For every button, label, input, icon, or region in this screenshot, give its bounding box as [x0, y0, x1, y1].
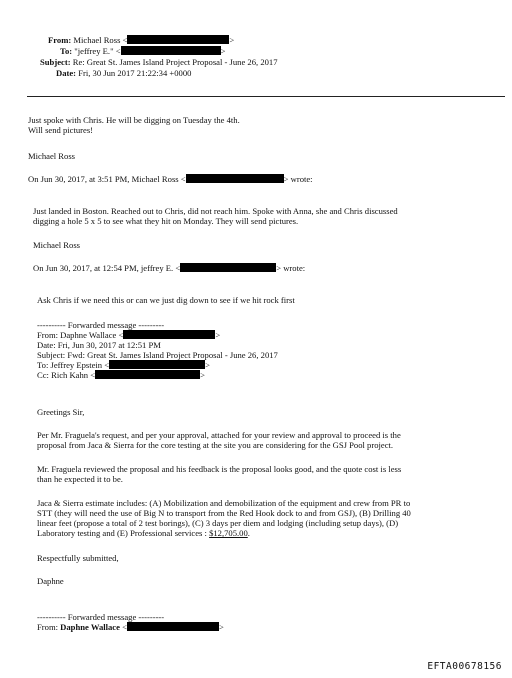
greeting: Greetings Sir, — [37, 407, 85, 417]
to-value: "jeffrey E." < — [74, 46, 121, 56]
para3-line-2: STT (they will need the use of Big N to transport from the Red Hook dock to and from GSJ), (B) Drilling 40 — [37, 508, 411, 518]
header-from: From: Michael Ross < > — [48, 35, 235, 45]
from-value: Michael Ross < — [73, 35, 128, 45]
redaction-bar — [180, 263, 276, 272]
para3-line-3: linear feet (propose a total of 2 test borings), (C) 3 days per diem and lodging (including setup days), (D) — [37, 518, 399, 528]
para1-line-1: Per Mr. Fraguela's request, and per your approval, attached for your review and approval to proceed is the — [37, 430, 401, 440]
redaction-bar — [127, 35, 229, 44]
document-id: EFTA00678156 — [427, 661, 502, 672]
from-label: From: — [48, 35, 72, 45]
redaction-bar — [127, 622, 219, 631]
closing: Respectfully submitted, — [37, 553, 119, 563]
subject-value: Re: Great St. James Island Project Proposal - June 26, 2017 — [72, 57, 278, 67]
subject-label: Subject: — [40, 57, 71, 67]
forwarded-separator-1: ---------- Forwarded message --------- — [37, 320, 165, 330]
fwd1-to: To: Jeffrey Epstein < > — [37, 360, 210, 370]
para2-line-2: than he expected it to be. — [37, 474, 123, 484]
signature-1: Michael Ross — [28, 151, 76, 161]
fwd2-from-name: Daphne Wallace — [60, 622, 120, 632]
fwd1-date: Date: Fri, Jun 30, 2017 at 12:51 PM — [37, 340, 161, 350]
fwd2-from: From: Daphne Wallace < > — [37, 622, 224, 632]
redaction-bar — [123, 330, 215, 339]
redaction-bar — [186, 174, 284, 183]
fwd1-subject: Subject: Fwd: Great St. James Island Project Proposal - June 26, 2017 — [37, 350, 278, 360]
fwd1-from: From: Daphne Wallace < > — [37, 330, 221, 340]
cost-amount: $12,705.00 — [209, 528, 248, 538]
header-divider — [27, 96, 505, 97]
para1-line-2: proposal from Jaca & Sierra for the core testing at the site you are considering for the GSJ Pool project. — [37, 440, 394, 450]
ask-line: Ask Chris if we need this or can we just dig down to see if we hit rock first — [37, 295, 295, 305]
signature-2: Michael Ross — [33, 240, 81, 250]
para3-line-4: Laboratory testing and (E) Professional services : $12,705.00. — [37, 528, 250, 538]
header-to: To: "jeffrey E." < > — [60, 46, 226, 56]
to-label: To: — [60, 46, 73, 56]
redaction-bar — [121, 46, 221, 55]
date-label: Date: — [56, 68, 77, 78]
reply-line-1: Just spoke with Chris. He will be digging on Tuesday the 4th. — [28, 115, 240, 125]
header-subject — [40, 57, 278, 67]
header-date — [56, 68, 191, 78]
reply-line-2: Will send pictures! — [28, 125, 94, 135]
quote-header-2: On Jun 30, 2017, at 12:54 PM, jeffrey E. < > wrote: — [33, 263, 306, 273]
signature-3: Daphne — [37, 576, 64, 586]
para2-line-1: Mr. Fraguela reviewed the proposal and his feedback is the proposal looks good, and the quote cost is less — [37, 464, 402, 474]
redaction-bar — [109, 360, 205, 369]
quote1-line-2: digging a hole 5 x 5 to see what they hit on Monday. They will send pictures. — [33, 216, 299, 226]
date-value: Fri, 30 Jun 2017 21:22:34 +0000 — [78, 68, 192, 78]
quote-header-1: On Jun 30, 2017, at 3:51 PM, Michael Ross < > wrote: — [28, 174, 313, 184]
quote1-line-1: Just landed in Boston. Reached out to Chris, did not reach him. Spoke with Anna, she and Chris discussed — [33, 206, 398, 216]
para3-line-1: Jaca & Sierra estimate includes: (A) Mobilization and demobilization of the equipment and crew from PR to — [37, 498, 411, 508]
fwd1-cc: Cc: Rich Kahn < > — [37, 370, 205, 380]
forwarded-separator-2: ---------- Forwarded message --------- — [37, 612, 165, 622]
redaction-bar — [95, 370, 200, 379]
